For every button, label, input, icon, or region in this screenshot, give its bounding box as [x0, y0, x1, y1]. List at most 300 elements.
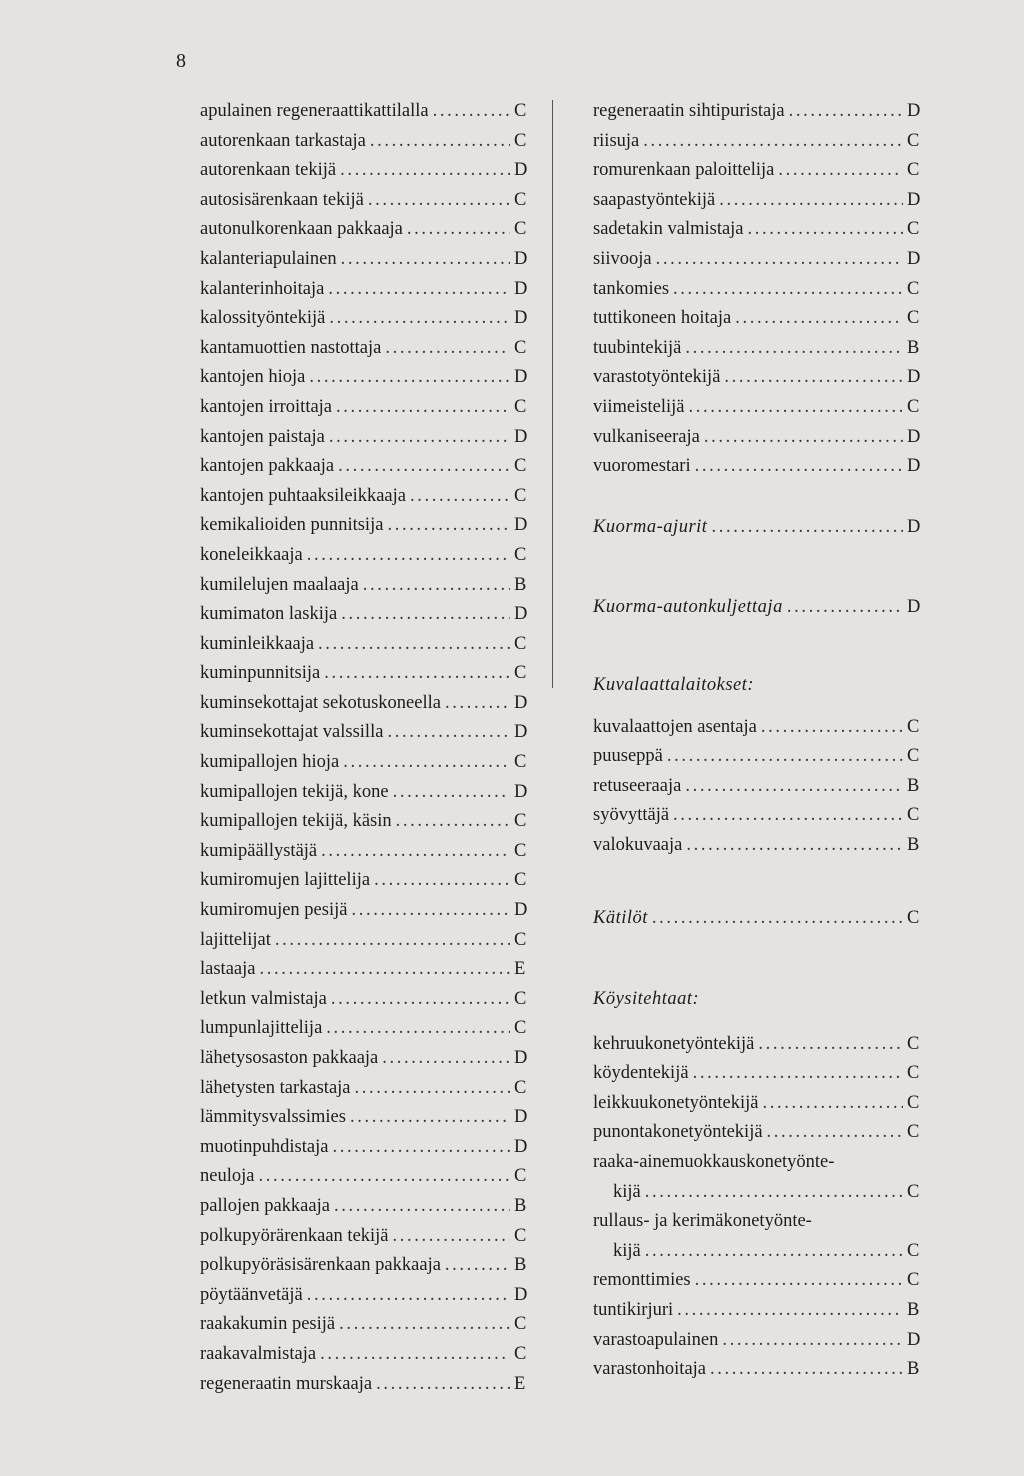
grade: C	[514, 101, 527, 121]
entry-title: lumpunlajittelija	[200, 1018, 323, 1039]
list-item	[200, 1074, 528, 1104]
list-item	[593, 127, 921, 157]
list-item	[593, 304, 921, 334]
grade: C	[514, 456, 527, 477]
grade: C	[907, 278, 920, 299]
list-item	[200, 541, 528, 571]
entry-title: autonulkorenkaan pakkaaja	[200, 219, 403, 240]
page-number: 8	[176, 50, 186, 72]
entry-title: neuloja	[200, 1166, 255, 1187]
section-heading: Köysitehtaat:	[593, 989, 700, 1010]
leader-dots	[645, 1237, 903, 1267]
grade: C	[514, 1343, 527, 1364]
entry-title: kuminleikkaaja	[200, 633, 315, 654]
list-item	[593, 1207, 921, 1237]
grade: D	[514, 515, 528, 536]
leader-dots	[695, 452, 903, 482]
grade: D	[907, 516, 921, 537]
grade: D	[514, 722, 528, 743]
entry-title: raakavalmistaja	[200, 1343, 317, 1364]
list-item	[200, 511, 528, 541]
section-heading: Kuvalaattalaitokset:	[593, 674, 755, 695]
section-title: Kätilöt	[593, 908, 648, 929]
list-item	[593, 334, 921, 364]
list-item	[200, 630, 528, 660]
entry-title: kumiromujen pesijä	[200, 900, 348, 921]
entry-title: kumipallojen hioja	[200, 752, 340, 773]
leader-dots	[258, 1162, 510, 1192]
grade: D	[514, 781, 528, 802]
grade: B	[514, 574, 527, 595]
list-item	[593, 1326, 921, 1356]
entry-title: tankomies	[593, 278, 670, 299]
leader-dots	[710, 1355, 903, 1385]
list-item	[200, 423, 528, 453]
right-entries-top	[593, 97, 921, 482]
list-item	[593, 275, 921, 305]
grade: D	[907, 367, 921, 388]
section-katilot	[593, 904, 921, 934]
leader-dots	[787, 593, 903, 623]
entry-title: romurenkaan paloittelija	[593, 160, 775, 181]
koysitehtaat-entries	[593, 1030, 921, 1385]
leader-dots	[789, 97, 903, 127]
leader-dots	[407, 215, 510, 245]
grade: D	[514, 1048, 528, 1068]
list-item	[200, 837, 528, 867]
list-item	[200, 1044, 528, 1074]
grade: C	[514, 752, 527, 773]
leader-dots	[396, 807, 510, 837]
entry-title: polkupyörärenkaan tekijä	[200, 1225, 389, 1246]
leader-dots	[667, 742, 903, 772]
list-item	[593, 1355, 921, 1385]
grade: C	[907, 1122, 920, 1143]
grade: B	[907, 337, 920, 358]
entry-title: autorenkaan tarkastaja	[200, 130, 366, 151]
leader-dots	[307, 541, 510, 571]
list-item	[200, 985, 528, 1015]
entry-title: vulkaniseeraja	[593, 426, 700, 447]
list-item	[593, 393, 921, 423]
grade: E	[514, 1373, 526, 1394]
list-item-continuation	[593, 1237, 921, 1267]
entry-title: puuseppä	[593, 746, 663, 767]
list-item	[593, 186, 921, 216]
list-item	[200, 127, 528, 157]
list-item	[200, 245, 528, 275]
list-item	[593, 713, 921, 743]
leader-dots	[673, 801, 903, 831]
entry-title: vuoromestari	[593, 456, 691, 477]
leader-dots	[695, 1266, 903, 1296]
entry-title: viimeistelijä	[593, 396, 685, 417]
entry-title: varastotyöntekijä	[593, 367, 721, 388]
grade: D	[514, 1107, 528, 1128]
list-item	[200, 571, 528, 601]
list-item	[200, 304, 528, 334]
list-item	[200, 1340, 528, 1370]
grade: C	[907, 396, 920, 417]
entry-title: apulainen regeneraattikattilalla	[200, 101, 429, 121]
entry-title-continuation: kijä	[613, 1181, 641, 1202]
entry-title: kumilelujen maalaaja	[200, 574, 359, 595]
entry-title: lajittelijat	[200, 929, 271, 950]
grade: B	[907, 1359, 920, 1380]
entry-title: retuseeraaja	[593, 775, 682, 796]
entry-title-continuation: kijä	[613, 1240, 641, 1261]
leader-dots	[332, 1133, 510, 1163]
entry-title: kalanterinhoitaja	[200, 278, 325, 299]
leader-dots	[338, 452, 510, 482]
leader-dots	[259, 955, 510, 985]
list-item	[200, 866, 528, 896]
entry-title: valokuvaaja	[593, 834, 683, 855]
entry-title: riisuja	[593, 130, 640, 151]
grade: D	[907, 456, 921, 477]
entry-title: kuminsekottajat sekotuskoneella	[200, 692, 441, 713]
grade: D	[907, 597, 921, 618]
leader-dots	[673, 275, 903, 305]
leader-dots	[350, 1103, 510, 1133]
grade: C	[907, 746, 920, 767]
leader-dots	[309, 363, 510, 393]
entry-title: kumiromujen lajittelija	[200, 870, 371, 891]
list-item	[593, 1148, 921, 1178]
grade: D	[514, 278, 528, 299]
list-item	[200, 718, 528, 748]
list-item	[593, 452, 921, 482]
section-heading-koysitehtaat	[593, 985, 921, 1015]
entry-title: rullaus- ja kerimäkonetyönte-	[593, 1211, 812, 1232]
entry-title: kantojen puhtaaksileikkaaja	[200, 485, 406, 506]
entry-title: kuvalaattojen asentaja	[593, 716, 757, 737]
entry-title: varastoapulainen	[593, 1329, 719, 1350]
leader-dots	[340, 156, 510, 186]
grade: D	[514, 604, 528, 625]
list-item	[200, 1103, 528, 1133]
entry-title: tuntikirjuri	[593, 1300, 674, 1320]
leader-dots	[334, 1192, 510, 1222]
list-item	[593, 1266, 921, 1296]
leader-dots	[387, 511, 510, 541]
list-item	[200, 600, 528, 630]
grade: C	[514, 130, 527, 151]
leader-dots	[748, 215, 903, 245]
list-item	[200, 97, 528, 127]
grade: C	[907, 1092, 920, 1113]
grade: B	[514, 1255, 527, 1276]
list-item	[200, 156, 528, 186]
leader-dots	[719, 186, 903, 216]
right-column	[593, 97, 921, 1385]
list-item	[593, 215, 921, 245]
leader-dots	[376, 1370, 510, 1400]
entry-title: saapastyöntekijä	[593, 189, 716, 210]
list-item	[200, 778, 528, 808]
list-item	[200, 1133, 528, 1163]
leader-dots	[704, 423, 903, 453]
grade: D	[514, 900, 528, 921]
leader-dots	[368, 186, 510, 216]
list-item	[593, 156, 921, 186]
grade: C	[907, 805, 920, 826]
grade: C	[907, 308, 920, 329]
section-heading-kuvalaattalaitokset	[593, 671, 921, 701]
entry-title: tuttikoneen hoitaja	[593, 308, 732, 329]
grade: C	[907, 1063, 920, 1084]
grade: D	[907, 248, 921, 269]
grade: C	[514, 840, 527, 861]
grade: C	[514, 219, 527, 240]
left-column	[200, 97, 528, 1399]
grade: C	[514, 988, 527, 1009]
grade: C	[514, 1077, 527, 1098]
list-item	[200, 955, 528, 985]
entry-title: polkupyöräsisärenkaan pakkaaja	[200, 1255, 441, 1276]
grade: C	[514, 337, 527, 358]
leader-dots	[688, 393, 903, 423]
grade: C	[514, 544, 527, 565]
list-item	[593, 1089, 921, 1119]
grade: E	[514, 959, 526, 980]
grade: B	[907, 1300, 920, 1320]
leader-dots	[656, 245, 903, 275]
grade: C	[514, 189, 527, 210]
leader-dots	[652, 904, 903, 934]
list-item	[593, 1030, 921, 1060]
list-item	[593, 1059, 921, 1089]
grade: D	[907, 189, 921, 210]
grade: C	[514, 663, 527, 684]
list-item	[200, 1310, 528, 1340]
grade: D	[514, 308, 528, 329]
column-divider	[552, 100, 553, 688]
entry-title: syövyttäjä	[593, 805, 670, 826]
leader-dots	[410, 482, 510, 512]
list-item	[200, 334, 528, 364]
list-item	[200, 452, 528, 482]
entry-title: kumipallojen tekijä, kone	[200, 781, 389, 802]
grade: C	[514, 929, 527, 950]
leader-dots	[762, 1089, 903, 1119]
leader-dots	[761, 713, 903, 743]
entry-title: kemikalioiden punnitsija	[200, 515, 384, 536]
list-item	[200, 748, 528, 778]
section-kuorma-ajurit	[593, 513, 921, 543]
leader-dots	[339, 1310, 510, 1340]
grade: C	[907, 130, 920, 151]
entry-title: kantojen pakkaaja	[200, 456, 335, 477]
entry-title: lämmitysvalssimies	[200, 1107, 346, 1128]
list-item	[593, 772, 921, 802]
leader-dots	[351, 896, 510, 926]
entry-title: kalossityöntekijä	[200, 308, 326, 329]
list-item	[200, 807, 528, 837]
entry-title: raaka-ainemuokkauskonetyönte-	[593, 1152, 835, 1173]
leader-dots	[318, 630, 510, 660]
list-item	[200, 1192, 528, 1222]
entry-title: varastonhoitaja	[593, 1359, 707, 1380]
list-item	[200, 1014, 528, 1044]
grade: B	[907, 834, 920, 855]
leader-dots	[393, 778, 510, 808]
entry-title: kantojen paistaja	[200, 426, 325, 447]
entry-title: tuubintekijä	[593, 337, 682, 358]
grade: D	[514, 1136, 528, 1157]
entry-title: kantojen irroittaja	[200, 396, 333, 417]
leader-dots	[735, 304, 903, 334]
section-title: Kuorma-ajurit	[593, 516, 708, 537]
leader-dots	[343, 748, 510, 778]
grade: D	[907, 426, 921, 447]
leader-dots	[433, 97, 510, 127]
grade: D	[514, 160, 528, 181]
leader-dots	[307, 1281, 510, 1311]
list-item	[593, 831, 921, 861]
list-item	[200, 363, 528, 393]
list-item	[593, 245, 921, 275]
grade: B	[907, 775, 920, 796]
entry-title: letkun valmistaja	[200, 988, 327, 1009]
leader-dots	[685, 334, 903, 364]
leader-dots	[326, 1014, 510, 1044]
entry-title: köydentekijä	[593, 1063, 689, 1084]
entry-title: siivooja	[593, 248, 652, 269]
list-item	[200, 482, 528, 512]
entry-title: autosisärenkaan tekijä	[200, 189, 364, 210]
grade: B	[514, 1195, 527, 1216]
leader-dots	[336, 393, 510, 423]
list-item	[200, 1370, 528, 1400]
entry-title: kumipallojen tekijä, käsin	[200, 811, 392, 832]
grade: D	[514, 248, 528, 269]
grade: C	[907, 1033, 920, 1054]
grade: D	[514, 692, 528, 713]
grade: C	[514, 396, 527, 417]
leader-dots	[382, 1044, 510, 1074]
entry-title: kumipäällystäjä	[200, 840, 318, 861]
leader-dots	[711, 513, 903, 543]
leader-dots	[393, 1222, 510, 1252]
entry-title: lähetysosaston pakkaaja	[200, 1048, 379, 1068]
leader-dots	[778, 156, 903, 186]
list-item	[200, 1162, 528, 1192]
leader-dots	[329, 304, 510, 334]
leader-dots	[341, 600, 510, 630]
entry-title: sadetakin valmistaja	[593, 219, 744, 240]
grade: C	[907, 716, 920, 737]
leader-dots	[385, 334, 510, 364]
list-item	[593, 97, 921, 127]
list-item	[200, 926, 528, 956]
leader-dots	[321, 837, 510, 867]
leader-dots	[677, 1296, 903, 1326]
leader-dots	[331, 985, 510, 1015]
leader-dots	[722, 1326, 903, 1356]
grade: C	[907, 219, 920, 240]
list-item	[593, 742, 921, 772]
leader-dots	[767, 1118, 903, 1148]
leader-dots	[445, 1251, 510, 1281]
entry-title: kumimaton laskija	[200, 604, 338, 625]
grade: C	[514, 633, 527, 654]
entry-title: kalanteriapulainen	[200, 248, 337, 269]
list-item	[200, 896, 528, 926]
leader-dots	[341, 245, 510, 275]
entry-title: pallojen pakkaaja	[200, 1195, 330, 1216]
entry-title: pöytäänvetäjä	[200, 1284, 303, 1305]
grade: C	[907, 1181, 920, 1202]
grade: C	[514, 811, 527, 832]
entry-title: kehruukonetyöntekijä	[593, 1033, 755, 1054]
leader-dots	[693, 1059, 903, 1089]
leader-dots	[355, 1074, 510, 1104]
list-item	[200, 1281, 528, 1311]
leader-dots	[363, 571, 510, 601]
entry-title: remonttimies	[593, 1270, 691, 1291]
leader-dots	[387, 718, 510, 748]
list-item	[593, 423, 921, 453]
grade: C	[907, 908, 920, 929]
leader-dots	[328, 275, 510, 305]
leader-dots	[374, 866, 510, 896]
section-title: Kuorma-autonkuljettaja	[593, 597, 783, 618]
entry-title: punontakonetyöntekijä	[593, 1122, 763, 1143]
entry-title: raakakumin pesijä	[200, 1314, 336, 1335]
grade: D	[514, 367, 528, 388]
grade: C	[907, 1270, 920, 1291]
leader-dots	[445, 689, 510, 719]
list-item	[593, 801, 921, 831]
grade: C	[514, 1225, 527, 1246]
entry-title: leikkuukonetyöntekijä	[593, 1092, 759, 1113]
list-item	[200, 393, 528, 423]
list-item	[200, 1251, 528, 1281]
list-item	[593, 1118, 921, 1148]
entry-title: kantamuottien nastottaja	[200, 337, 382, 358]
grade: C	[514, 1314, 527, 1335]
list-item-continuation	[593, 1178, 921, 1208]
list-item	[200, 215, 528, 245]
entry-title: lähetysten tarkastaja	[200, 1077, 351, 1098]
list-item	[200, 1222, 528, 1252]
entry-title: autorenkaan tekijä	[200, 160, 337, 181]
entry-title: lastaaja	[200, 959, 256, 980]
entry-title: regeneraatin sihtipuristaja	[593, 101, 785, 121]
grade: D	[907, 101, 921, 121]
grade: D	[907, 1329, 921, 1350]
list-item	[593, 363, 921, 393]
grade: C	[514, 485, 527, 506]
entry-title: kantojen hioja	[200, 367, 306, 388]
leader-dots	[643, 127, 903, 157]
grade: C	[514, 1166, 527, 1187]
grade: C	[907, 160, 920, 181]
leader-dots	[324, 659, 510, 689]
leader-dots	[645, 1178, 903, 1208]
entry-title: regeneraatin murskaaja	[200, 1373, 373, 1394]
leader-dots	[329, 423, 510, 453]
section-kuorma-autonkuljettaja	[593, 593, 921, 623]
entry-title: muotinpuhdistaja	[200, 1136, 329, 1157]
leader-dots	[758, 1030, 903, 1060]
leader-dots	[370, 127, 510, 157]
list-item	[200, 659, 528, 689]
leader-dots	[724, 363, 903, 393]
leader-dots	[685, 772, 903, 802]
entry-title: kuminsekottajat valssilla	[200, 722, 384, 743]
